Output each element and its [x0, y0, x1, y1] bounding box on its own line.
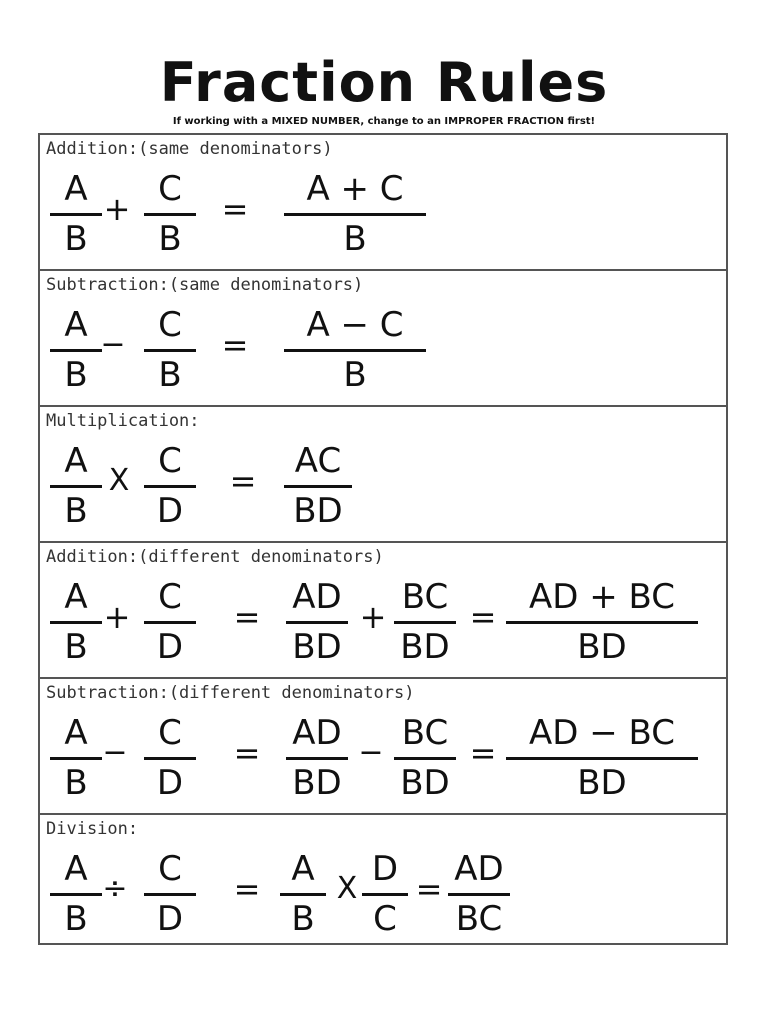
numerator: AD	[292, 577, 342, 617]
result-fraction	[502, 577, 702, 671]
section-label: Addition:(same denominators)	[46, 139, 333, 159]
denominator: D	[156, 899, 184, 939]
denominator: D	[156, 627, 184, 667]
result-fraction	[502, 713, 702, 807]
numerator: A + C	[306, 169, 404, 209]
section-label: Subtraction:(different denominators)	[46, 683, 415, 703]
result-fraction	[280, 305, 430, 399]
fraction-bar	[280, 893, 326, 896]
denominator: BD	[293, 491, 343, 531]
fraction-ad-over-bd	[282, 577, 352, 671]
fraction-c-over-b	[140, 169, 200, 263]
equals-operator: =	[221, 326, 249, 364]
section-addition-different	[40, 543, 726, 679]
numerator: C	[158, 441, 182, 481]
fraction-d-over-c	[358, 849, 412, 943]
numerator: AC	[294, 441, 342, 481]
fraction-a-over-b	[276, 849, 330, 943]
fraction-bar	[144, 349, 196, 352]
denominator: D	[156, 491, 184, 531]
plus-operator: +	[103, 598, 131, 636]
result-fraction	[444, 849, 514, 943]
fraction-c-over-b	[140, 305, 200, 399]
fraction-bar	[506, 621, 698, 624]
minus-operator: −	[358, 735, 384, 770]
denominator: B	[291, 899, 315, 939]
page-title: Fraction Rules	[159, 51, 609, 114]
fraction-bar	[506, 757, 698, 760]
fraction-c-over-d	[140, 441, 200, 535]
denominator: B	[64, 627, 88, 667]
denominator: BD	[577, 763, 627, 803]
denominator: D	[156, 763, 184, 803]
fraction-bar	[50, 621, 102, 624]
numerator: C	[158, 305, 182, 345]
fraction-bar	[286, 757, 348, 760]
denominator: B	[64, 219, 88, 259]
fraction-bar	[144, 213, 196, 216]
fraction-bar	[144, 621, 196, 624]
numerator: C	[158, 849, 182, 889]
fraction-a-over-b	[46, 577, 106, 671]
denominator: B	[158, 219, 182, 259]
fraction-bar	[50, 349, 102, 352]
fraction-c-over-d	[140, 577, 200, 671]
fraction-a-over-b	[46, 305, 106, 399]
equals-operator: =	[469, 598, 497, 636]
numerator: AD − BC	[528, 713, 675, 753]
minus-operator: −	[100, 327, 126, 362]
numerator: A	[64, 849, 88, 889]
numerator: C	[158, 713, 182, 753]
minus-operator: −	[102, 735, 128, 770]
fraction-bar	[394, 757, 456, 760]
fraction-bar	[286, 621, 348, 624]
result-fraction	[280, 169, 430, 263]
numerator: AD	[454, 849, 504, 889]
numerator: A − C	[306, 305, 404, 345]
section-label: Subtraction:(same denominators)	[46, 275, 364, 295]
rules-panel	[38, 133, 728, 945]
denominator: BD	[292, 763, 342, 803]
equals-operator: =	[221, 190, 249, 228]
section-addition-same	[40, 135, 726, 271]
plus-operator: +	[359, 598, 387, 636]
numerator: A	[64, 441, 88, 481]
fraction-bar	[144, 485, 196, 488]
result-fraction	[280, 441, 356, 535]
equals-operator: =	[229, 462, 257, 500]
denominator: C	[373, 899, 397, 939]
section-label: Addition:(different denominators)	[46, 547, 384, 567]
fraction-bc-over-bd	[390, 713, 460, 807]
fraction-bar	[448, 893, 510, 896]
fraction-bar	[50, 213, 102, 216]
numerator: C	[158, 169, 182, 209]
fraction-bar	[284, 213, 426, 216]
equals-operator: =	[233, 734, 261, 772]
numerator: AD	[292, 713, 342, 753]
denominator: B	[64, 491, 88, 531]
numerator: A	[291, 849, 315, 889]
denominator: B	[64, 763, 88, 803]
fraction-ad-over-bd	[282, 713, 352, 807]
times-operator: X	[108, 463, 130, 498]
fraction-c-over-d	[140, 713, 200, 807]
denominator: B	[64, 355, 88, 395]
times-operator: X	[336, 871, 358, 906]
fraction-bar	[284, 349, 426, 352]
fraction-bar	[144, 757, 196, 760]
equals-operator: =	[233, 598, 261, 636]
section-division	[40, 815, 726, 943]
numerator: A	[64, 577, 88, 617]
fraction-bar	[50, 485, 102, 488]
fraction-bc-over-bd	[390, 577, 460, 671]
fraction-bar	[144, 893, 196, 896]
section-subtraction-same	[40, 271, 726, 407]
numerator: BC	[401, 577, 449, 617]
fraction-a-over-b	[46, 849, 106, 943]
numerator: BC	[401, 713, 449, 753]
denominator: BD	[577, 627, 627, 667]
fraction-bar	[284, 485, 352, 488]
denominator: B	[343, 219, 367, 259]
fraction-bar	[362, 893, 408, 896]
numerator: A	[64, 713, 88, 753]
equals-operator: =	[415, 870, 443, 908]
section-label: Multiplication:	[46, 411, 200, 431]
numerator: A	[64, 169, 88, 209]
plus-operator: +	[103, 190, 131, 228]
equals-operator: =	[233, 870, 261, 908]
denominator: B	[64, 899, 88, 939]
denominator: BD	[400, 627, 450, 667]
fraction-bar	[50, 757, 102, 760]
divide-operator: ÷	[102, 871, 128, 906]
fraction-bar	[50, 893, 102, 896]
denominator: BD	[292, 627, 342, 667]
denominator: B	[343, 355, 367, 395]
denominator: BC	[455, 899, 503, 939]
fraction-bar	[394, 621, 456, 624]
numerator: C	[158, 577, 182, 617]
numerator: D	[371, 849, 399, 889]
numerator: A	[64, 305, 88, 345]
numerator: AD + BC	[528, 577, 675, 617]
denominator: BD	[400, 763, 450, 803]
page-subtitle: If working with a MIXED NUMBER, change to an IMPROPER FRACTION first!	[172, 116, 596, 127]
fraction-c-over-d	[140, 849, 200, 943]
section-subtraction-different	[40, 679, 726, 815]
fraction-a-over-b	[46, 169, 106, 263]
fraction-a-over-b	[46, 441, 106, 535]
fraction-a-over-b	[46, 713, 106, 807]
denominator: B	[158, 355, 182, 395]
section-multiplication	[40, 407, 726, 543]
section-label: Division:	[46, 819, 139, 839]
equals-operator: =	[469, 734, 497, 772]
